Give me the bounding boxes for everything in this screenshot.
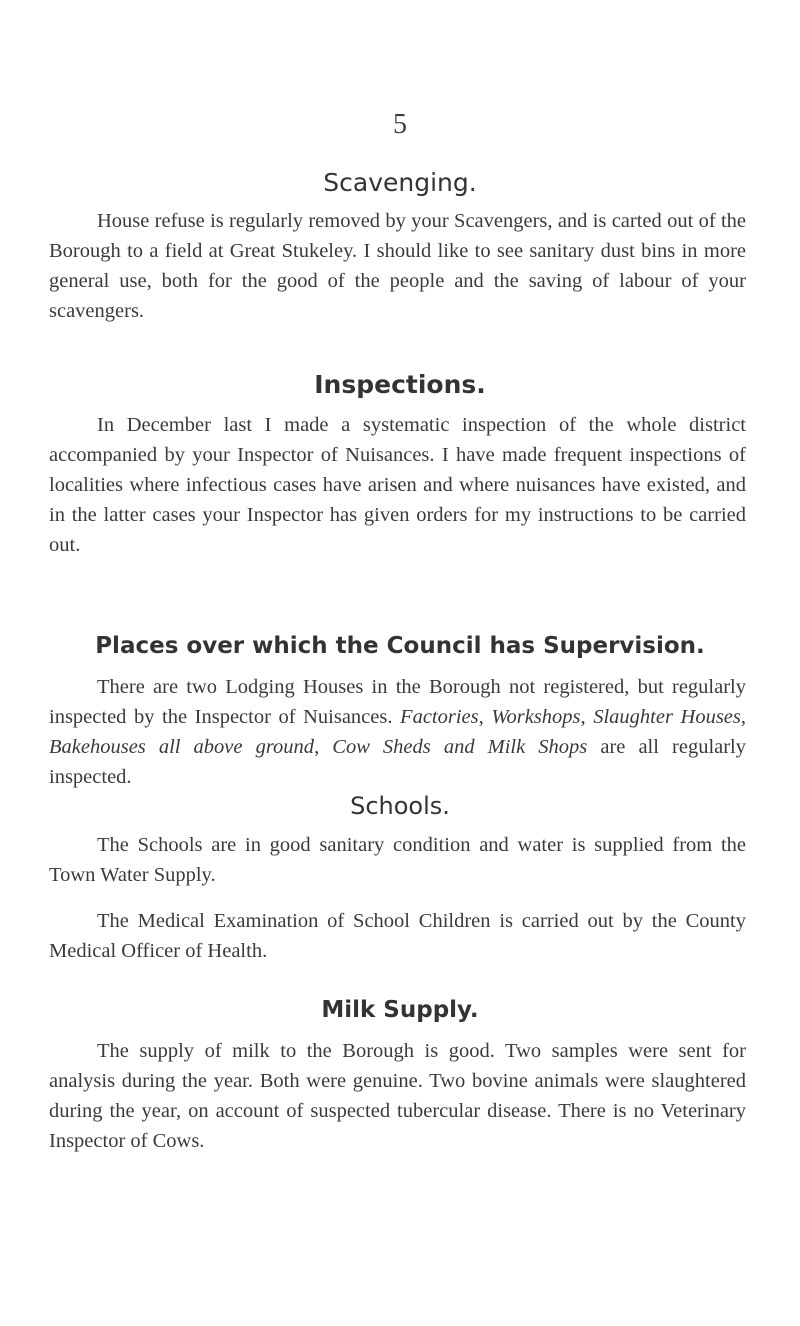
- places-text-lodging-houses: There are two Lodging Houses in the Borough not registered, but regularly inspected by the Inspector of Nuisances.: [49, 676, 746, 728]
- places-separator: ,: [314, 736, 333, 758]
- places-separator: ,: [580, 706, 594, 728]
- places-italic-slaughter-houses: Slaughter Houses: [593, 706, 741, 728]
- page-number: 5: [393, 109, 407, 140]
- places-italic-workshops: Workshops: [491, 706, 581, 728]
- places-separator: ,: [478, 706, 492, 728]
- section-heading-milk-supply: Milk Supply.: [321, 997, 479, 1023]
- places-italic-factories: Factories: [400, 706, 479, 728]
- places-italic-cow-sheds: Cow Sheds and Milk Shops: [332, 736, 588, 758]
- places-separator: ,: [740, 706, 746, 728]
- paragraph-schools-condition: The Schools are in good sanitary condition and water is supplied from the Town Water Supply.: [49, 834, 746, 886]
- paragraph-schools-medical-examination: The Medical Examination of School Children is carried out by the County Medical Officer of Health.: [49, 910, 746, 962]
- section-heading-places-supervision: Places over which the Council has Supervision.: [95, 633, 705, 659]
- paragraph-inspections: In December last I made a systematic inspection of the whole district accompanied by your Inspector of Nuisances. I have made frequent inspections of localities where infectious cases have arisen and where nuisances have existed, and in the latter cases your Inspector has given orders for my instructions to be carried out.: [49, 414, 746, 556]
- section-heading-inspections: Inspections.: [314, 370, 486, 399]
- section-heading-scavenging: Scavenging.: [323, 168, 477, 197]
- paragraph-places-supervision: [49, 672, 746, 792]
- places-text-inspected: are all regularly inspected.: [49, 736, 747, 788]
- section-heading-schools: Schools.: [350, 792, 450, 820]
- places-italic-bakehouses: Bakehouses all above ground: [49, 736, 315, 758]
- paragraph-milk-supply: The supply of milk to the Borough is good. Two samples were sent for analysis during the year. Both were genuine. Two bovine animals were slaughtered during the year, on account of suspected tubercular disease. There is no Veterinary Inspector of Cows.: [49, 1040, 746, 1152]
- paragraph-scavenging: House refuse is regularly removed by your Scavengers, and is carted out of the Borough to a field at Great Stukeley. I should like to see sanitary dust bins in more general use, both for the good of the people and the saving of labour of your scavengers.: [49, 210, 746, 322]
